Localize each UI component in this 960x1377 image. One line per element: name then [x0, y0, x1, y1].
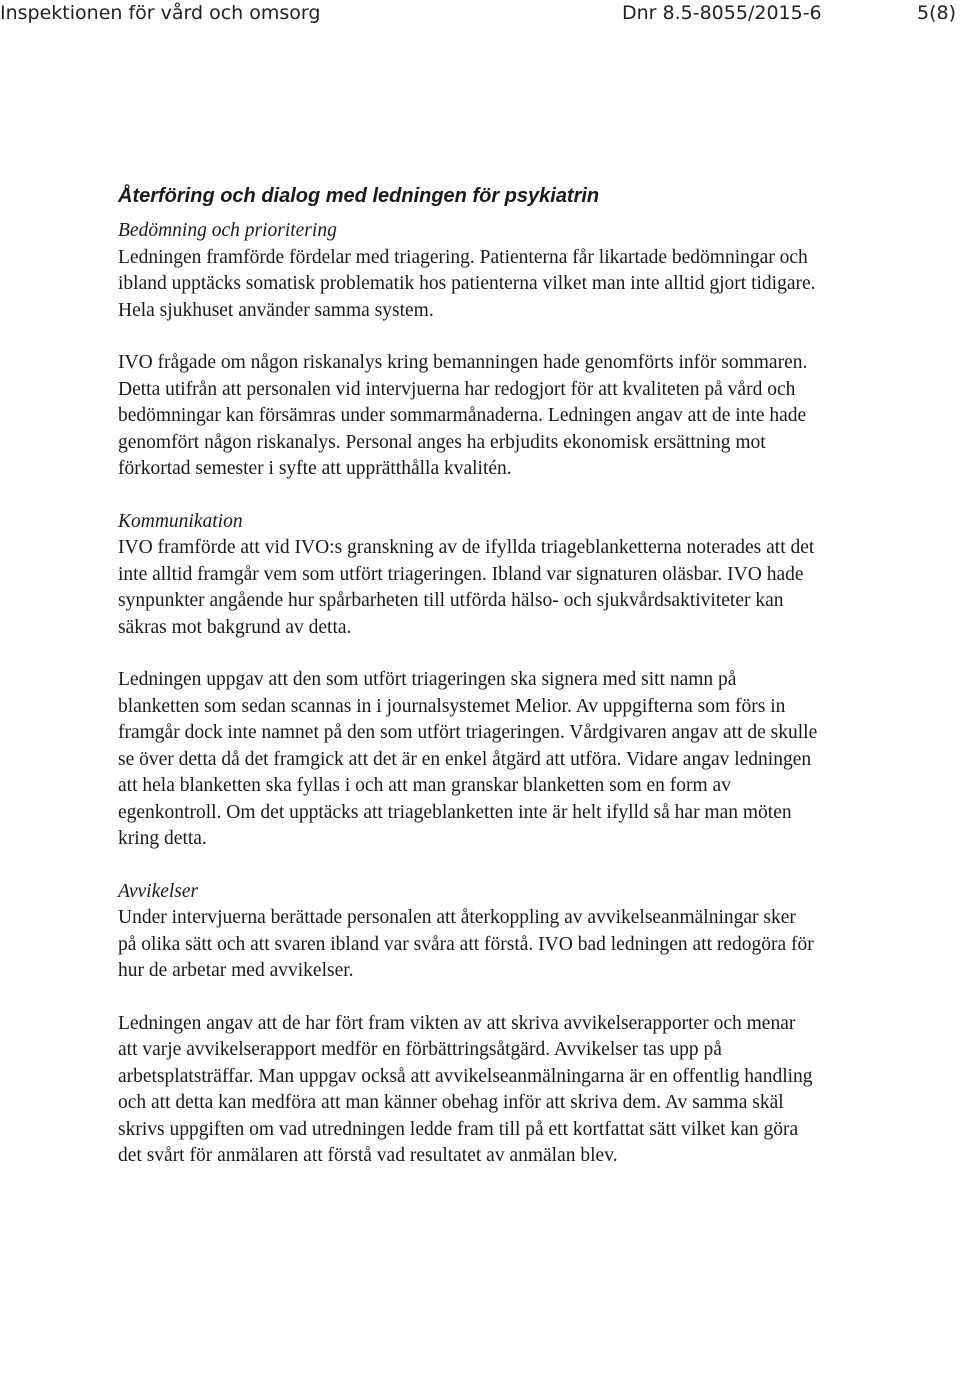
paragraph: IVO frågade om någon riskanalys kring bemanningen hade genomförts inför sommaren. Detta utifrån att personalen vid intervjuerna har redogjort för att kvaliteten på vård och bedömningar kan försämras under sommarmånaderna. Ledningen angav att de inte hade genomfört någon riskanalys. Personal anges ha erbjudits ekonomisk ersättning mot förkortad semester i syfte att upprätthålla kvalitén. [118, 352, 808, 479]
paragraph: Ledningen angav att de har fört fram vikten av att skriva avvikelserapporter och menar att varje avvikelserapport medför en förbättringsåtgärd. Avvikelser tas upp på arbetsplatsträffar. Man uppgav också att avvikelseanmälningarna är en offentlig handling och att detta kan medföra att man känner obehag inför att skriva dem. Av samma skäl skrivs uppgiften om vad utredningen ledde fram till på ett kortfattat sätt vilket kan göra det svårt för anmälaren att förstå vad resultatet av anmälan blev. [118, 1012, 813, 1166]
header-organization: Inspektionen för vård och omsorg [0, 2, 321, 24]
header-page-number: 5(8) [916, 2, 956, 24]
paragraph: IVO framförde att vid IVO:s granskning av de ifyllda triageblanketterna noterades att det inte alltid framgår vem som utfört triageringen. Ibland var signaturen oläsbar. IVO hade synpunkter angående hur spårbarheten till utförda hälso- och sjukvårdsaktiviteter kan säkras mot bakgrund av detta. [118, 537, 815, 638]
paragraph: Ledningen uppgav att den som utfört triageringen ska signera med sitt namn på blanketten som sedan scannas in i journalsystemet Melior. Av uppgifterna som förs in framgår dock inte namnet på den som utfört triageringen. Vårdgivaren angav att de skulle se över detta då det framgick att det är en enkel åtgärd att utföra. Vidare angav ledningen att hela blanketten ska fyllas i och att man granskar blanketten som en form av egenkontroll. Om det upptäcks att triageblanketten inte är helt ifylld så har man möten kring detta. [118, 669, 818, 849]
block-assessment [118, 218, 818, 483]
block-deviations [118, 879, 818, 1170]
section-title: Återföring och dialog med ledningen för psykiatrin [118, 185, 600, 207]
page-header [0, 0, 960, 30]
paragraph: Under intervjuerna berättade personalen att återkoppling av avvikelseanmälningar sker på olika sätt och att svaren ibland var svåra att förstå. IVO bad ledningen att redogöra för hur de arbetar med avvikelser. [118, 907, 814, 981]
paragraph: Ledningen framförde fördelar med triagering. Patienterna får likartade bedömningar och ibland upptäcks somatisk problematik hos patienterna vilket man inte alltid gjort tidigare. Hela sjukhuset använder samma system. [118, 246, 816, 321]
subheading-communication: Kommunikation [118, 510, 243, 532]
subheading-deviations: Avvikelser [118, 880, 199, 902]
subheading-assessment: Bedömning och prioritering [118, 220, 337, 241]
header-document-number: Dnr 8.5-8055/2015-6 [622, 2, 822, 24]
document-body [118, 182, 818, 1196]
block-communication [118, 509, 818, 853]
